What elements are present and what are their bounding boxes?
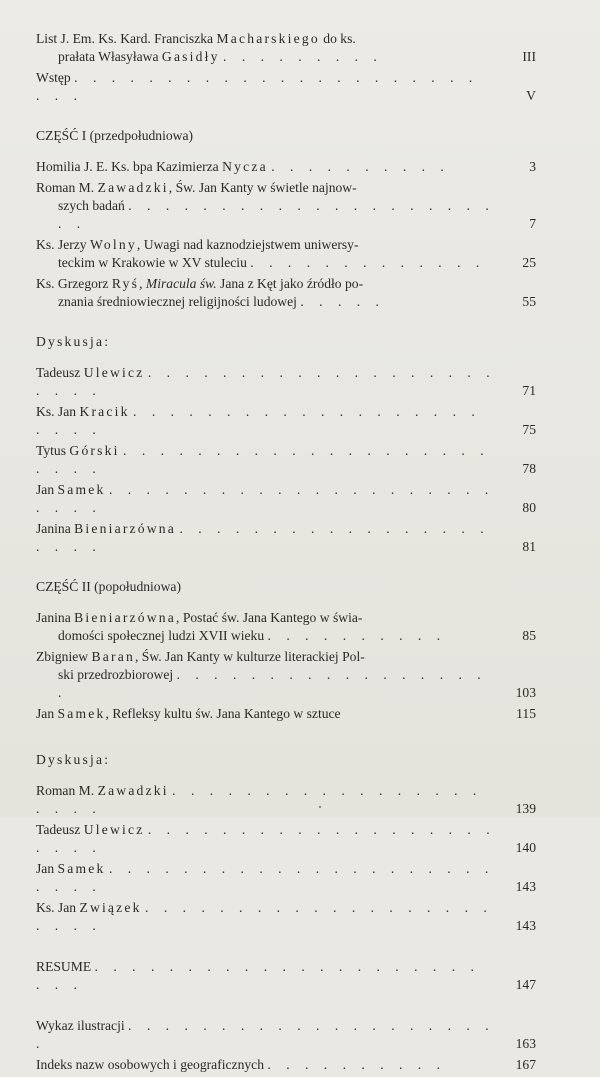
page-number: 7 (529, 216, 536, 231)
page-number: 78 (522, 461, 536, 476)
page-number: 103 (515, 685, 536, 700)
toc-entry: Tadeusz Ulewicz . . . . . . . . . . . . . . . . . . . . . . . 71 (36, 365, 536, 398)
page-number: 80 (522, 500, 536, 515)
toc-entry: Tytus Górski . . . . . . . . . . . . . . . . . . . . . . . . 78 (36, 443, 536, 476)
section-heading-part-1: CZĘŚĆ I (przedpołudniowa) (36, 128, 194, 143)
toc-entry: Jan Samek, Refleksy kultu św. Jana Kantego w sztuce 115 (36, 706, 536, 721)
page-number: III (522, 49, 536, 64)
toc-entry: Ks. Jan Kracik . . . . . . . . . . . . . . . . . . . . . . . 75 (36, 404, 536, 437)
page-number: 81 (522, 539, 536, 554)
page-number: 75 (522, 422, 536, 437)
page-number: 167 (515, 1057, 536, 1072)
toc-entry: Jan Samek . . . . . . . . . . . . . . . . . . . . . . . . . 143 (36, 861, 536, 894)
toc-entry: Ks. Jerzy Wolny, Uwagi nad kaznodziejstwem uniwersy- teckim w Krakowie w XV stuleciu . . . . . . . . . . . . . 25 (36, 237, 536, 270)
toc-entry: Ks. Jan Związek . . . . . . . . . . . . . . . . . . . . . . . 143 (36, 900, 536, 933)
toc-entry: Roman M. Zawadzki . . . . . . . . . . . . . . . . . . . . . 139 (36, 783, 536, 816)
toc-entry-illustrations: Wykaz ilustracji . . . . . . . . . . . . . . . . . . . . . 163 (36, 1018, 536, 1051)
page-number: 143 (515, 918, 536, 933)
toc-entry: Zbigniew Baran, Św. Jan Kanty w kulturze literackiej Pol- ski przedrozbiorowej . . . . . . . . . . . . . . . . . . 103 (36, 649, 536, 700)
page-number: 143 (515, 879, 536, 894)
toc-entry: Homilia J. E. Ks. bpa Kazimierza Nycza . . . . . . . . . . 3 (36, 159, 536, 174)
page-number: 55 (522, 294, 536, 309)
toc-entry: Tadeusz Ulewicz . . . . . . . . . . . . . . . . . . . . . . . 140 (36, 822, 536, 855)
page-number: 140 (515, 840, 536, 855)
section-heading-discussion-2: Dyskusja: (36, 752, 111, 767)
toc-entry: Jan Samek . . . . . . . . . . . . . . . . . . . . . . . . . 80 (36, 482, 536, 515)
section-heading-discussion-1: Dyskusja: (36, 334, 111, 349)
toc-entry: Janina Bieniarzówna, Postać św. Jana Kantego w świa- domości społecznej ludzi XVII wieku . . . . . . . . . . 85 (36, 610, 536, 643)
print-speck (319, 806, 321, 808)
toc-entry-introduction: Wstęp . . . . . . . . . . . . . . . . . . . . . . . . . V (36, 70, 536, 103)
toc-entry-index: Indeks nazw osobowych i geograficznych . . . . . . . . . . 167 (36, 1057, 536, 1072)
page-number: 115 (516, 706, 536, 721)
page-number: V (526, 88, 536, 103)
table-of-contents (36, 30, 536, 1077)
page-number: 25 (522, 255, 536, 270)
section-heading-part-2: CZĘŚĆ II (popołudniowa) (36, 579, 181, 594)
toc-entry: Ks. Grzegorz Ryś, Miracula św. Jana z Kęt jako źródło po- znania średniowiecznej religijności ludowej . . . . . 55 (36, 276, 536, 309)
page-number: 71 (522, 383, 536, 398)
page-number: 163 (515, 1036, 536, 1051)
page-number: 139 (515, 801, 536, 816)
page-number: 85 (522, 628, 536, 643)
toc-entry: Roman M. Zawadzki, Św. Jan Kanty w świetle najnow- szych badań . . . . . . . . . . . . . . . . . . . . . . 7 (36, 180, 536, 231)
toc-entry-letter: List J. Em. Ks. Kard. Franciszka Macharskiego do ks. prałata Własyława Gasidły . . . . . . . . . III (36, 31, 536, 64)
toc-entry: Janina Bieniarzówna . . . . . . . . . . . . . . . . . . . . . 81 (36, 521, 536, 554)
toc-entry-resume: RESUME . . . . . . . . . . . . . . . . . . . . . . . . 147 (36, 959, 536, 992)
page-number: 147 (515, 977, 536, 992)
page-number: 3 (529, 159, 536, 174)
